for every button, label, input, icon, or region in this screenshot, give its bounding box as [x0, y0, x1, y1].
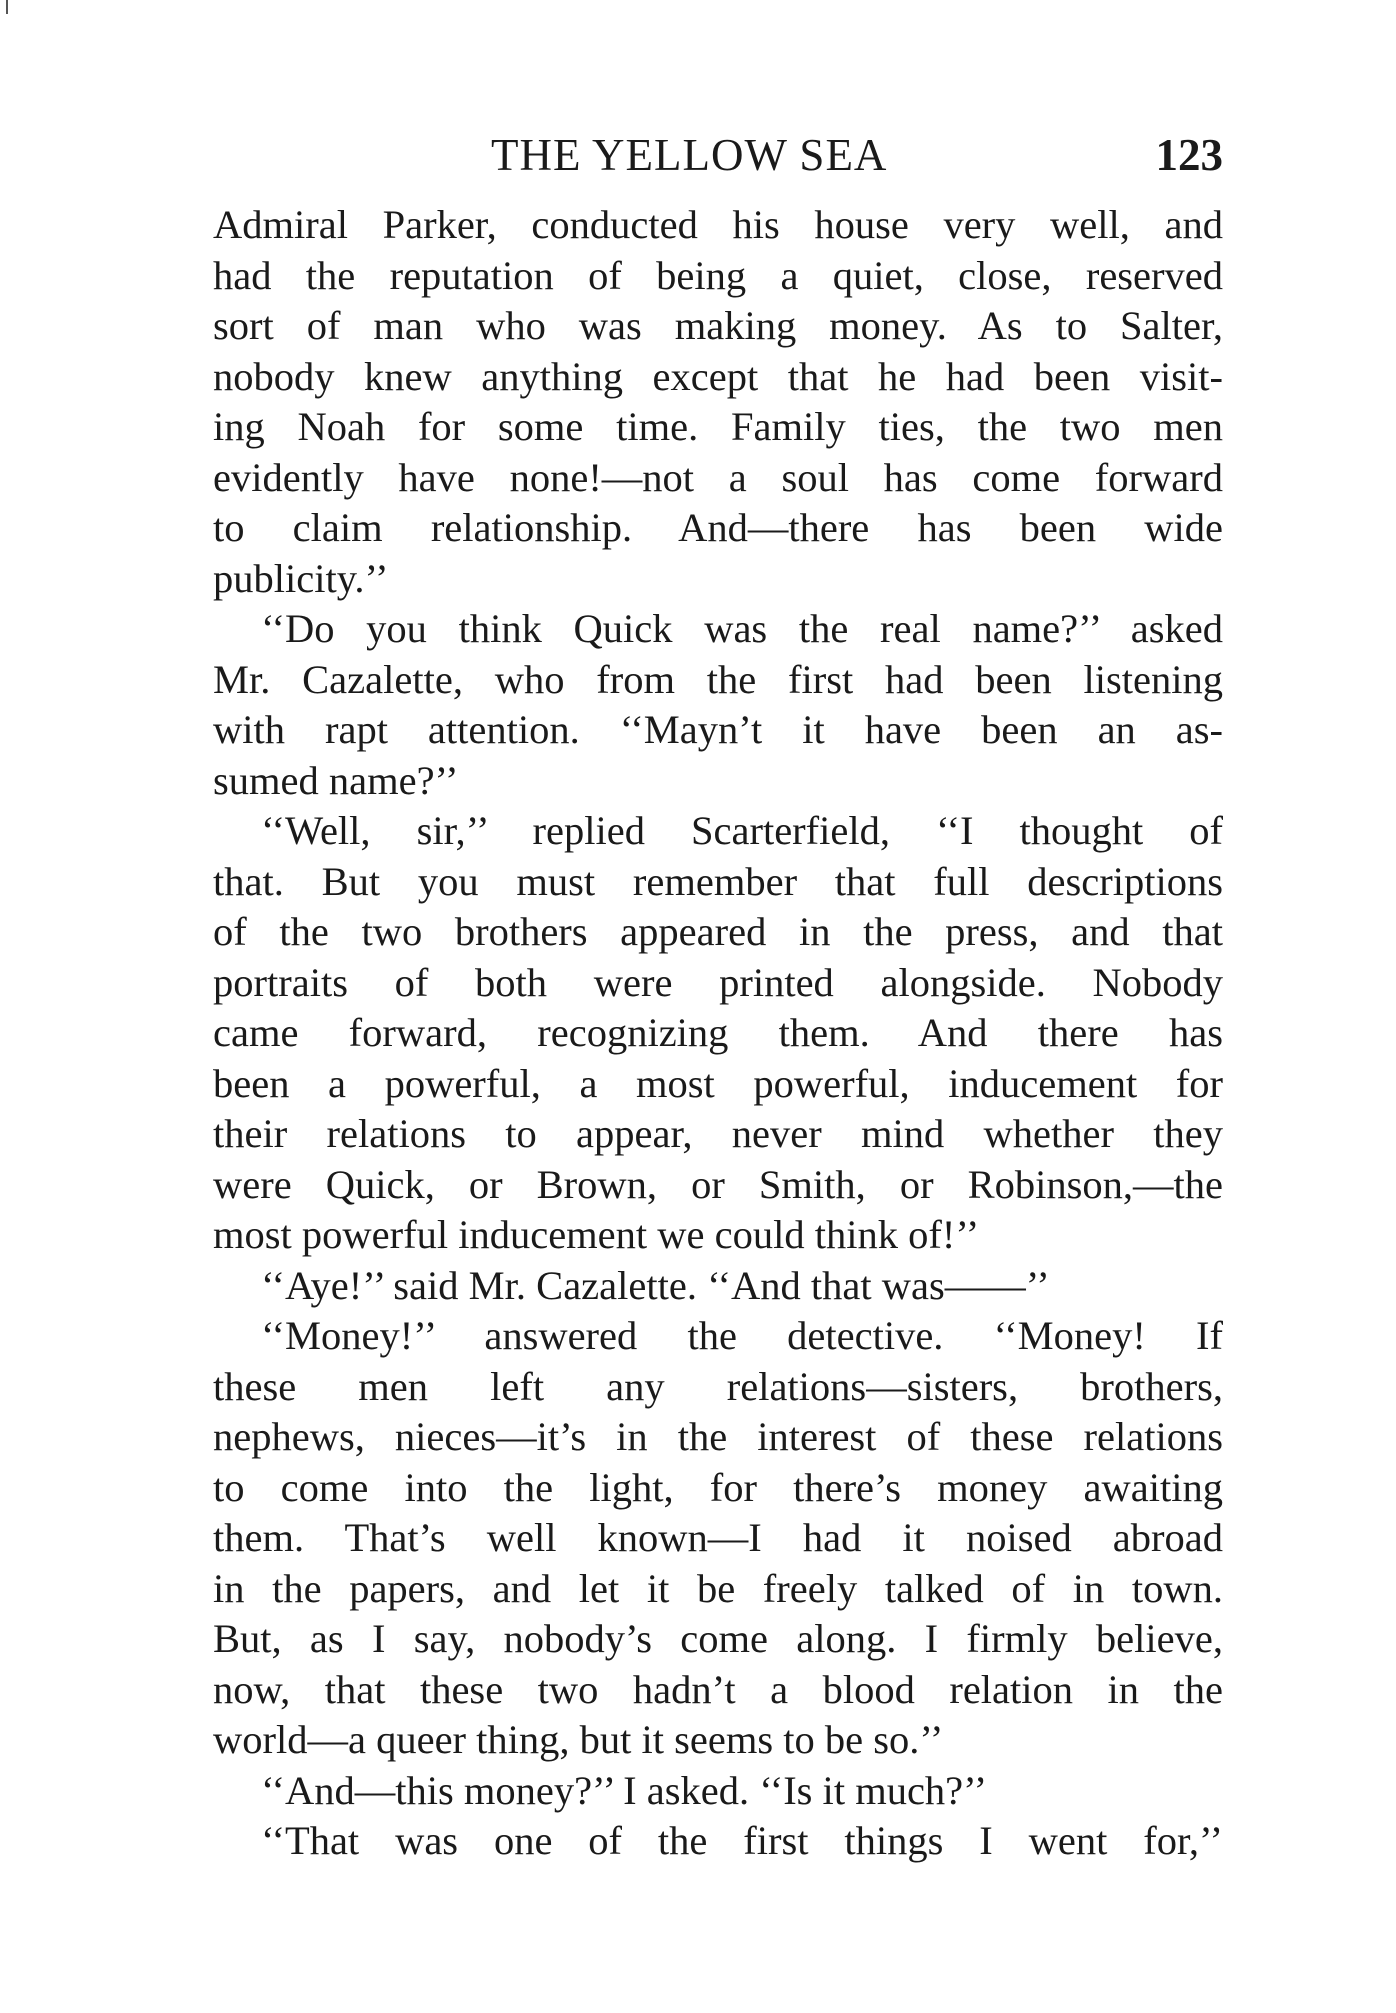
text-line: nephews, nieces—it’s in the interest of these relations: [213, 1414, 1223, 1459]
text-line: nobody knew anything except that he had been visit-: [213, 353, 1223, 399]
page-number: 123: [1155, 130, 1223, 180]
text-line: ‘‘That was one of the first things I went for,’’: [261, 1818, 1223, 1863]
text-line: had the reputation of being a quiet, close, reserved: [213, 252, 1223, 298]
text-line: But, as I say, nobody’s come along. I firmly believe,: [213, 1616, 1223, 1661]
text-line: evidently have none!—not a soul has come forward: [213, 454, 1223, 500]
text-line: their relations to appear, never mind whether they: [213, 1111, 1223, 1156]
running-head: [213, 130, 1223, 180]
text-line: ‘‘Do you think Quick was the real name?’’ asked: [261, 606, 1223, 651]
text-line: been a powerful, a most powerful, inducement for: [213, 1060, 1223, 1106]
text-line: to claim relationship. And—there has been wide: [213, 505, 1223, 550]
text-line: now, that these two hadn’t a blood relation in the: [213, 1666, 1223, 1712]
text-line: world—a queer thing, but it seems to be so.’’: [213, 1717, 944, 1762]
text-line: ‘‘Money!’’ answered the detective. ‘‘Money! If: [261, 1313, 1223, 1358]
body-text: [213, 200, 1223, 1867]
text-line: that. But you must remember that full descriptions: [213, 858, 1223, 904]
scan-edge-mark: [6, 0, 8, 14]
text-line: were Quick, or Brown, or Smith, or Robinson,—the: [213, 1161, 1223, 1207]
text-line: most powerful inducement we could think of!’’: [213, 1212, 980, 1257]
text-line: publicity.’’: [213, 555, 389, 601]
text-line: in the papers, and let it be freely talked of in town.: [213, 1565, 1223, 1611]
text-line: came forward, recognizing them. And there has: [213, 1010, 1223, 1055]
text-line: sort of man who was making money. As to Salter,: [213, 303, 1223, 348]
text-line: portraits of both were printed alongside. Nobody: [213, 959, 1223, 1005]
text-line: ‘‘And—this money?’’ I asked. ‘‘Is it much?’’: [261, 1767, 988, 1813]
text-line: them. That’s well known—I had it noised abroad: [213, 1515, 1223, 1560]
text-line: ‘‘Well, sir,’’ replied Scarterfield, ‘‘I thought of: [261, 808, 1223, 853]
running-title: THE YELLOW SEA: [491, 130, 888, 180]
text-line: with rapt attention. ‘‘Mayn’t it have been an as-: [213, 707, 1223, 752]
text-line: of the two brothers appeared in the press, and that: [213, 909, 1223, 954]
text-line: Mr. Cazalette, who from the first had been listening: [213, 656, 1223, 702]
text-line: ‘‘Aye!’’ said Mr. Cazalette. ‘‘And that was——’’: [261, 1262, 1050, 1308]
text-line: these men left any relations—sisters, brothers,: [213, 1363, 1223, 1409]
text-line: to come into the light, for there’s money awaiting: [213, 1464, 1223, 1510]
text-line: ing Noah for some time. Family ties, the two men: [213, 404, 1223, 449]
text-line: Admiral Parker, conducted his house very well, and: [213, 202, 1223, 247]
text-line: sumed name?’’: [213, 757, 459, 803]
